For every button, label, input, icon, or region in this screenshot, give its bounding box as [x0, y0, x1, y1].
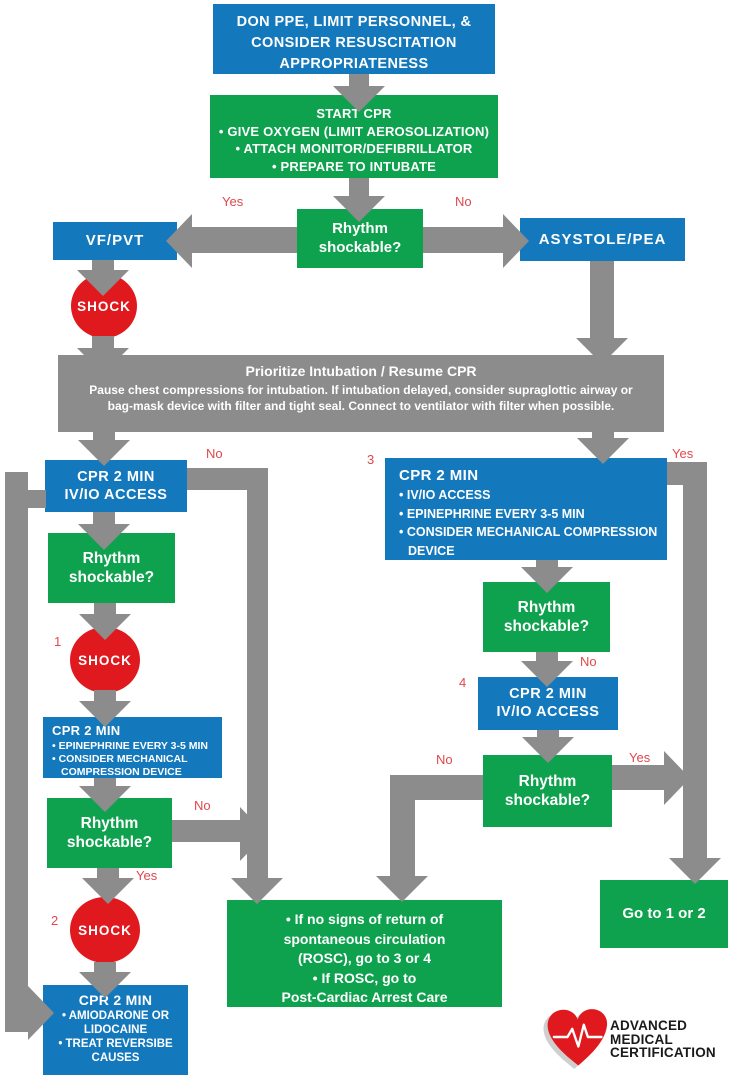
- label-no-left-1: No: [206, 446, 223, 461]
- cpr-ivio-right-line2: IV/IO ACCESS: [496, 703, 600, 720]
- cpr3-title: CPR 2 MIN: [399, 467, 479, 484]
- cpr-amio-bullet1: • AMIODARONE OR: [61, 1010, 170, 1022]
- cpr-ivio-left-line1: CPR 2 MIN: [77, 469, 155, 485]
- logo-line1: ADVANCED: [610, 1018, 688, 1033]
- rosc-line2: spontaneous circulation: [283, 930, 446, 947]
- arrow-down-into-shock-top-icon: [77, 270, 129, 296]
- shock-2-label: SHOCK: [78, 922, 132, 938]
- heart-ekg-icon: [543, 1003, 611, 1071]
- cpr3-bullet3: • CONSIDER MECHANICAL COMPRESSION: [399, 525, 658, 539]
- label-no-right-1: No: [580, 654, 597, 669]
- label-step-2: 2: [51, 913, 59, 928]
- node-cpr-ivio-left: [45, 460, 187, 512]
- cpr-epi-bullet1: • EPINEPHRINE EVERY 3-5 MIN: [52, 740, 208, 752]
- rosc-line4: • If ROSC, go to: [312, 969, 417, 986]
- connector-loop-line-left: [5, 472, 28, 1032]
- label-yes-top: Yes: [222, 194, 244, 209]
- rosc-line5: Post-Cardiac Arrest Care: [281, 989, 448, 1005]
- vf-pvt-label: VF/PVT: [85, 232, 145, 249]
- arrow-down-into-start-icon: [333, 86, 385, 112]
- node-intubation: [58, 355, 664, 432]
- rosc-line1: • If no signs of return of: [285, 911, 444, 927]
- cpr-amio-bullet2-wrap: CAUSES: [91, 1052, 140, 1064]
- cpr-amio-bullet2: • TREAT REVERSIBE: [58, 1038, 173, 1050]
- arrow-down-into-rosc-left-icon: [231, 878, 283, 904]
- arrow-right-no-l2-icon: [240, 807, 266, 861]
- rhythm-top-line1: Rhythm: [332, 220, 388, 237]
- start-cpr-bullet1: • GIVE OXYGEN (LIMIT AEROSOLIZATION): [218, 123, 490, 139]
- node-cpr-right-3: [385, 458, 667, 560]
- connector-no-bar-l2: [172, 820, 247, 842]
- label-no-right-2: No: [436, 752, 453, 767]
- connector-asystole-to-graybox: [590, 261, 614, 341]
- asystole-pea-label: ASYSTOLE/PEA: [538, 231, 667, 248]
- cpr3-bullet1: • IV/IO ACCESS: [399, 488, 491, 502]
- rhythm-r1-line2: shockable?: [503, 618, 590, 635]
- arrow-down-into-cpr3-icon: [577, 438, 629, 464]
- cpr-ivio-left-line2: IV/IO ACCESS: [64, 486, 168, 503]
- arrow-down-into-cpr-left-icon: [78, 440, 130, 466]
- cpr-amio-title: CPR 2 MIN: [78, 992, 153, 1008]
- arrow-down-into-shock1-icon: [79, 614, 131, 640]
- arrow-down-into-goto-icon: [669, 858, 721, 884]
- node-cpr-amio: [43, 985, 188, 1075]
- arrow-down-into-graybox-right-icon: [576, 338, 628, 364]
- arrow-down-into-rhythm-r2-icon: [522, 737, 574, 763]
- arrow-down-into-rhythm-l2-icon: [79, 786, 131, 812]
- arrow-right-into-asystole-icon: [503, 214, 529, 268]
- arrow-down-into-graybox-left-icon: [77, 348, 129, 374]
- intubation-line1: Pause chest compressions for intubation. If intubation delayed, consider supraglottic airway or: [89, 383, 633, 397]
- connector-loop-stub-left: [26, 490, 46, 508]
- rhythm-top-line2: shockable?: [318, 239, 402, 256]
- arrow-down-into-shock2-icon: [82, 878, 134, 904]
- node-cpr-epi-left: [43, 717, 222, 778]
- arrow-left-into-vfpvt-icon: [166, 214, 192, 268]
- rhythm-r2-line1: Rhythm: [518, 773, 577, 790]
- node-rosc: [227, 900, 502, 1007]
- label-step-1: 1: [54, 634, 62, 649]
- start-cpr-bullet2: • ATTACH MONITOR/DEFIBRILLATOR: [235, 141, 473, 156]
- shock-1-label: SHOCK: [78, 652, 132, 668]
- connector-no-line-r2: [390, 775, 415, 878]
- arrow-right-into-amio-icon: [28, 986, 54, 1040]
- node-don-ppe: [213, 4, 495, 74]
- cpr-ivio-right-line1: CPR 2 MIN: [509, 686, 587, 702]
- rhythm-r2-line2: shockable?: [504, 792, 591, 809]
- start-cpr-bullet3: • PREPARE TO INTUBATE: [271, 158, 437, 174]
- arrow-down-into-cpr4-icon: [521, 661, 573, 687]
- node-vf-pvt: [53, 222, 177, 260]
- arrow-down-into-rhythm-r1-icon: [521, 567, 573, 593]
- start-cpr-title: START CPR: [316, 106, 392, 121]
- label-step-4: 4: [459, 675, 467, 690]
- rhythm-l1-line2: shockable?: [68, 569, 155, 586]
- node-goto-1-or-2: [600, 880, 728, 948]
- label-yes-right-top: Yes: [672, 446, 694, 461]
- label-no-top: No: [455, 194, 472, 209]
- don-ppe-line1: DON PPE, LIMIT PERSONNEL, &: [236, 14, 472, 30]
- label-yes-right-2: Yes: [629, 750, 651, 765]
- rhythm-r1-line1: Rhythm: [517, 599, 576, 616]
- goto-label: Go to 1 or 2: [622, 905, 706, 922]
- node-shock-2: [70, 897, 140, 963]
- connector-yes-bar-r2: [612, 765, 667, 790]
- arrow-right-yes-r2-icon: [664, 751, 690, 805]
- shock-top-label: SHOCK: [77, 298, 131, 314]
- logo-line3: CERTIFICATION: [610, 1045, 716, 1060]
- connector-start-to-rhythm: [349, 178, 369, 198]
- logo-wordmark: [610, 1019, 728, 1060]
- arrow-down-into-rhythm-l1-icon: [78, 524, 130, 550]
- arrow-down-into-rosc-right-icon: [376, 876, 428, 902]
- arrow-down-into-rhythm-icon: [333, 196, 385, 222]
- rosc-line3: (ROSC), go to 3 or 4: [298, 950, 431, 966]
- connector-rhythm-to-vfpvt: [190, 227, 297, 253]
- intubation-title: Prioritize Intubation / Resume CPR: [245, 363, 477, 379]
- cpr3-bullet2: • EPINEPHRINE EVERY 3-5 MIN: [399, 506, 585, 521]
- node-rhythm-right-2: [483, 755, 612, 827]
- rhythm-l2-line2: shockable?: [66, 834, 153, 851]
- cpr-epi-bullet2: • CONSIDER MECHANICAL: [52, 753, 188, 765]
- don-ppe-line2: CONSIDER RESUSCITATION: [251, 35, 457, 51]
- cpr-amio-bullet1-wrap: LIDOCAINE: [83, 1024, 148, 1036]
- label-yes-left-2: Yes: [136, 868, 158, 883]
- connector-rhythm-to-asystole: [423, 227, 505, 253]
- intubation-line2: bag-mask device with filter and tight seal. Connect to ventilator with filter when possible.: [107, 399, 615, 413]
- label-no-left-2: No: [194, 798, 211, 813]
- rhythm-l2-line1: Rhythm: [80, 815, 139, 832]
- cpr3-bullet3-wrap: DEVICE: [408, 543, 455, 558]
- don-ppe-line3: APPROPRIATENESS: [279, 56, 429, 72]
- node-asystole-pea: [520, 218, 685, 261]
- label-step-3: 3: [367, 452, 375, 467]
- rhythm-l1-line1: Rhythm: [82, 550, 141, 567]
- cpr-epi-title: CPR 2 MIN: [52, 723, 121, 738]
- arrow-down-into-amio-icon: [79, 972, 131, 998]
- cpr-epi-bullet2-wrap: COMPRESSION DEVICE: [61, 766, 182, 778]
- logo-line2: MEDICAL: [610, 1031, 673, 1047]
- arrow-down-into-epi-icon: [79, 701, 131, 727]
